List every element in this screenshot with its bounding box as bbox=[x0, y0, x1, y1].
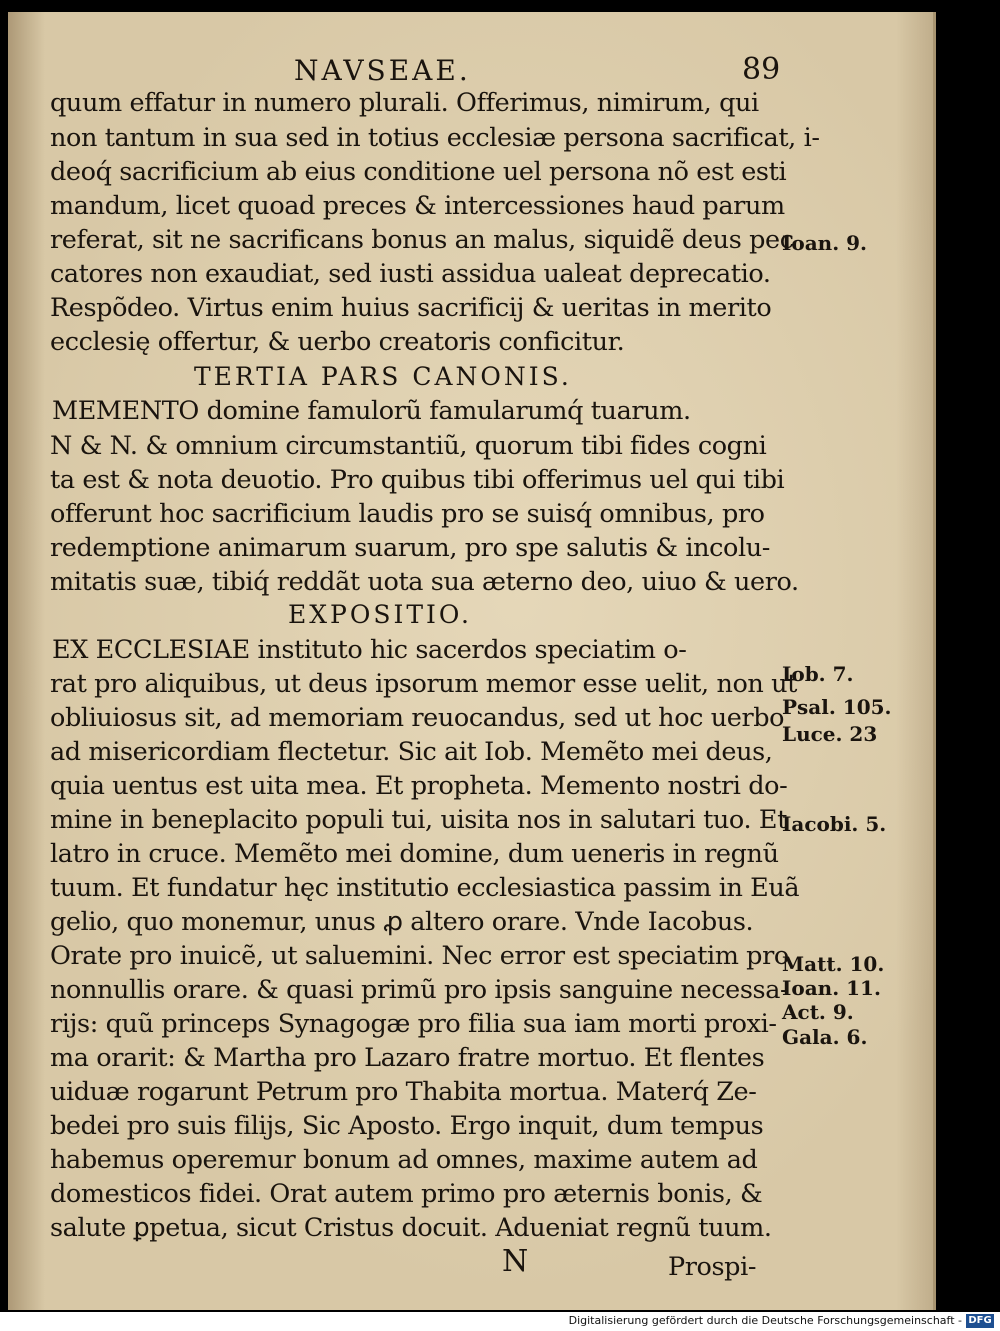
text-line: Respõdeo. Virtus enim huius sacrificij & ueritas in merito bbox=[50, 293, 772, 323]
text-line: salute ꝑpetua, sicut Cristus docuit. Adueniat regnũ tuum. bbox=[50, 1213, 772, 1243]
text-line: latro in cruce. Memẽto mei domine, dum ueneris in regnũ bbox=[50, 839, 779, 869]
text-line: mitatis suæ, tibiq́ reddãt uota sua æterno deo, uiuo & uero. bbox=[50, 567, 799, 597]
funding-notice: Digitalisierung gefördert durch die Deutsche Forschungsgemeinschaft - bbox=[568, 1314, 962, 1327]
text-line: non tantum in sua sed in totius ecclesiæ persona sacrificat, i- bbox=[50, 123, 820, 153]
running-head: NAVSEAE. bbox=[294, 54, 471, 87]
margin-note: Ioan. 9. bbox=[782, 231, 867, 255]
text-line: quum effatur in numero plurali. Offerimus, nimirum, qui bbox=[50, 88, 759, 118]
signature-mark: N bbox=[502, 1244, 529, 1279]
text-line: Orate pro inuicẽ, ut saluemini. Nec error est speciatim pro bbox=[50, 941, 789, 971]
text-line: rat pro aliquibus, ut deus ipsorum memor esse uelit, non ut bbox=[50, 669, 798, 699]
margin-note: Act. 9. bbox=[782, 1000, 854, 1024]
catchword: Prospi- bbox=[668, 1252, 757, 1282]
text-line: ta est & nota deuotio. Pro quibus tibi offerimus uel qui tibi bbox=[50, 465, 785, 495]
section-heading-expositio: EXPOSITIO. bbox=[288, 600, 472, 629]
margin-note: Gala. 6. bbox=[782, 1025, 868, 1049]
text-line: mine in beneplacito populi tui, uisita nos in salutari tuo. Et bbox=[50, 805, 787, 835]
text-line: ma orarit: & Martha pro Lazaro fratre mortuo. Et flentes bbox=[50, 1043, 765, 1073]
text-line: obliuiosus sit, ad memoriam reuocandus, sed ut hoc uerbo bbox=[50, 703, 785, 733]
text-line: bedei pro suis filijs, Sic Aposto. Ergo inquit, dum tempus bbox=[50, 1111, 764, 1141]
margin-note: Luce. 23 bbox=[782, 722, 878, 746]
dfg-logo-icon: DFG bbox=[966, 1314, 994, 1328]
text-line: habemus operemur bonum ad omnes, maxime autem ad bbox=[50, 1145, 758, 1175]
footer-bar bbox=[0, 1312, 1000, 1331]
margin-note: Matt. 10. bbox=[782, 952, 885, 976]
text-line: offerunt hoc sacrificium laudis pro se suisq́ omnibus, pro bbox=[50, 499, 765, 529]
text-line: domesticos fidei. Orat autem primo pro æternis bonis, & bbox=[50, 1179, 763, 1209]
book-page bbox=[8, 12, 936, 1310]
margin-note: Psal. 105. bbox=[782, 695, 892, 719]
margin-note: Ioan. 11. bbox=[782, 976, 881, 1000]
text-line: uiduæ rogarunt Petrum pro Thabita mortua. Materq́ Ze- bbox=[50, 1077, 757, 1107]
text-line: deoq́ sacrificium ab eius conditione uel persona nõ est esti bbox=[50, 157, 787, 187]
text-line: quia uentus est uita mea. Et propheta. Memento nostri do- bbox=[50, 771, 788, 801]
text-line: ad misericordiam flectetur. Sic ait Iob. Memẽto mei deus, bbox=[50, 737, 773, 767]
text-line: referat, sit ne sacrificans bonus an malus, siquidẽ deus pec bbox=[50, 225, 794, 255]
text-line: redemptione animarum suarum, pro spe salutis & incolu- bbox=[50, 533, 771, 563]
text-line: catores non exaudiat, sed iusti assidua ualeat deprecatio. bbox=[50, 259, 771, 289]
text-line: EX ECCLESIAE instituto hic sacerdos speciatim o- bbox=[52, 635, 687, 665]
text-line: nonnullis orare. & quasi primũ pro ipsis sanguine necessa- bbox=[50, 975, 789, 1005]
text-line: N & N. & omnium circumstantiũ, quorum tibi fides cogni bbox=[50, 431, 767, 461]
text-line: MEMENTO domine famulorũ famularumq́ tuarum. bbox=[52, 396, 691, 426]
margin-note: Iob. 7. bbox=[782, 662, 854, 686]
text-line: rijs: quũ princeps Synagogæ pro filia sua iam morti proxi- bbox=[50, 1009, 777, 1039]
text-line: ecclesię offertur, & uerbo creatoris conficitur. bbox=[50, 327, 625, 357]
margin-note: Iacobi. 5. bbox=[782, 812, 887, 836]
text-line: gelio, quo monemur, unus ꝓ altero orare. Vnde Iacobus. bbox=[50, 907, 754, 937]
text-line: mandum, licet quoad preces & intercessiones haud parum bbox=[50, 191, 785, 221]
page-number: 89 bbox=[742, 52, 781, 87]
text-line: tuum. Et fundatur hęc institutio ecclesiastica passim in Euã bbox=[50, 873, 800, 903]
section-heading-tertia-pars: TERTIA PARS CANONIS. bbox=[194, 362, 572, 391]
